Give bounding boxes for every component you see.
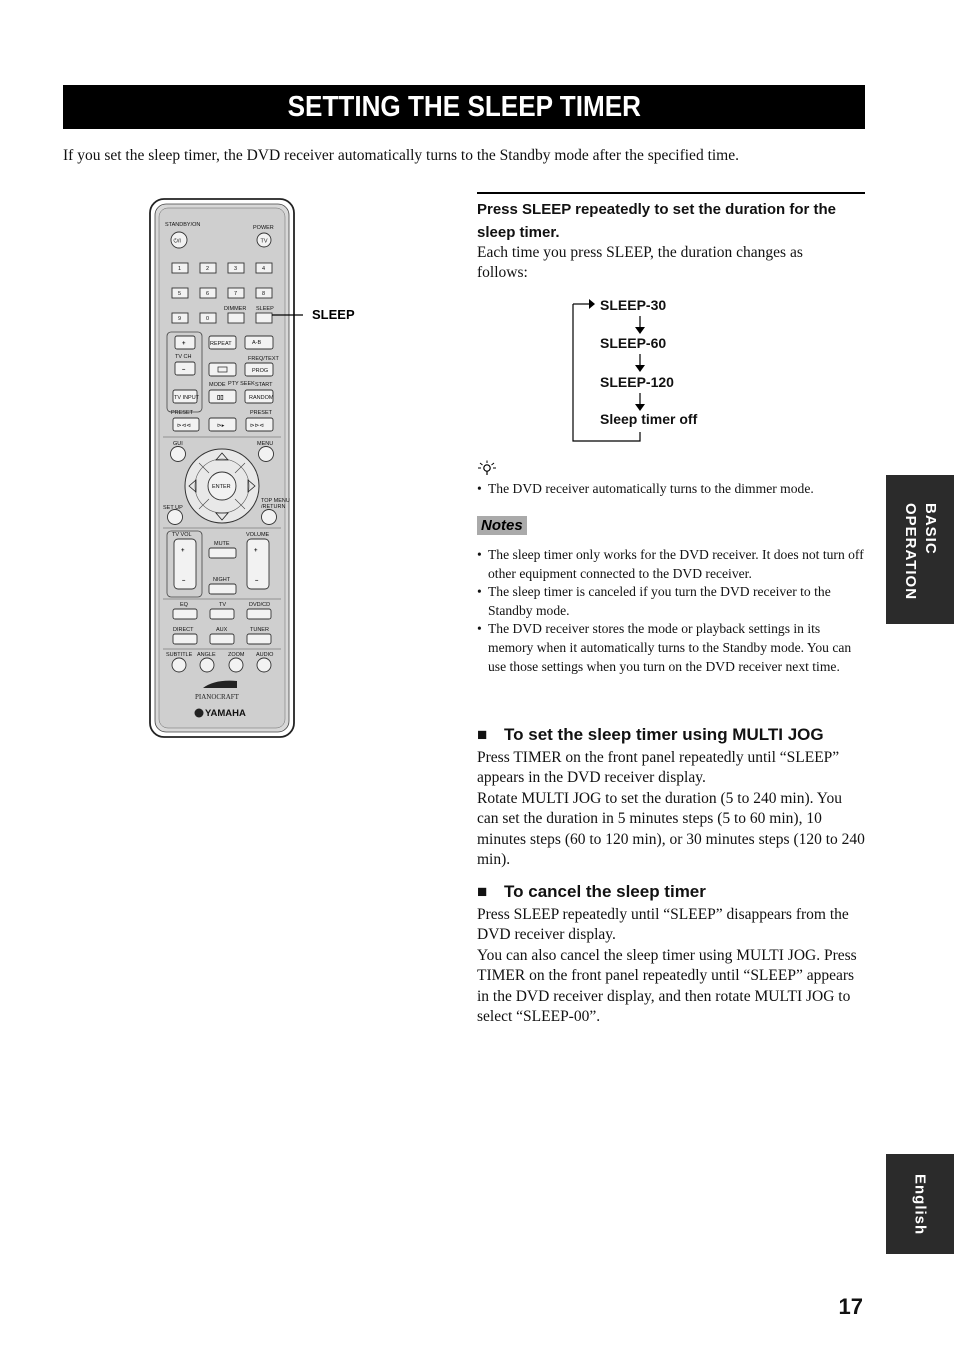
svg-text:DVD/CD: DVD/CD <box>249 602 271 608</box>
svg-text:–: – <box>182 578 186 584</box>
svg-text:⏻/I: ⏻/I <box>173 238 181 245</box>
svg-text:REPEAT: REPEAT <box>210 341 232 347</box>
sleep-button <box>256 313 272 323</box>
menu-button <box>259 447 274 462</box>
svg-text:▯▯: ▯▯ <box>217 395 224 401</box>
dimmer-button <box>228 313 244 323</box>
flow-step-sleep-60: SLEEP-60 <box>600 335 667 351</box>
tip-item: • The DVD receiver automatically turns to the dimmer mode. <box>477 480 867 499</box>
svg-text:RANDOM: RANDOM <box>249 395 274 401</box>
svg-text:PRESET: PRESET <box>171 410 194 416</box>
svg-text:AUDIO: AUDIO <box>256 652 274 658</box>
svg-text:PTY SEEK: PTY SEEK <box>228 381 255 387</box>
svg-text:MUTE: MUTE <box>214 541 230 547</box>
svg-text:MODE: MODE <box>209 382 226 388</box>
step-body: Each time you press SLEEP, the duration changes as follows: <box>477 244 803 282</box>
svg-text:VOLUME: VOLUME <box>246 532 270 538</box>
svg-text:SLEEP: SLEEP <box>256 306 274 312</box>
svg-text:0: 0 <box>206 316 210 322</box>
tip-list <box>477 480 867 499</box>
note-item: • The sleep timer is canceled if you turn the DVD receiver to the Standby mode. <box>477 583 865 620</box>
svg-text:7: 7 <box>234 291 238 297</box>
section2-text: Press SLEEP repeatedly until “SLEEP” disappears from the DVD receiver display. You can also cancel the sleep timer using MULTI JOG. Press TIMER on the front panel repeatedly until “SLEEP” appears in the DVD receiver display, and then rotate MULTI JOG to select “SLEEP-00”. <box>477 906 857 1026</box>
power-label: POWER <box>253 225 274 231</box>
page-title: SETTING THE SLEEP TIMER <box>63 85 865 129</box>
svg-text:DIRECT: DIRECT <box>173 627 194 633</box>
note-item: • The sleep timer only works for the DVD receiver. It does not turn off other equipment connected to the DVD receiver. <box>477 546 865 583</box>
svg-text:ZOOM: ZOOM <box>228 652 245 658</box>
svg-text:5: 5 <box>178 291 182 297</box>
section1-text: Press TIMER on the front panel repeatedly until “SLEEP” appears in the DVD receiver display. Rotate MULTI JOG to set the duration (5 to 240 min). You can set the duration in 5 minutes steps (5 to 60 min), 10 minutes steps (60 to 120 min), or 30 minutes steps (120 to 240 min). <box>477 749 865 869</box>
flow-step-sleep-30: SLEEP-30 <box>600 297 667 313</box>
flow-step-sleep-120: SLEEP-120 <box>600 374 674 390</box>
svg-text:1: 1 <box>178 266 182 272</box>
svg-text:–: – <box>255 578 259 584</box>
night-button <box>209 584 236 594</box>
section-side-tab: BASIC OPERATION <box>886 475 954 624</box>
svg-text:EQ: EQ <box>180 602 188 608</box>
setup-button <box>168 510 183 525</box>
sleep-callout-label: SLEEP <box>312 307 355 322</box>
step-heading: Press SLEEP repeatedly to set the duration for the sleep timer. <box>477 201 836 241</box>
step-rule <box>477 192 865 194</box>
svg-text:TV CH: TV CH <box>175 354 192 360</box>
language-side-tab: English <box>886 1154 954 1254</box>
page-number: 17 <box>838 1294 863 1319</box>
notes-list <box>477 546 865 676</box>
svg-text:PRESET: PRESET <box>250 410 273 416</box>
svg-text:A-B: A-B <box>252 340 262 346</box>
standby-label: STANDBY/ON <box>165 222 201 228</box>
svg-text:6: 6 <box>206 291 210 297</box>
svg-text:SET UP: SET UP <box>163 505 183 511</box>
svg-text:FREQ/TEXT: FREQ/TEXT <box>248 356 279 362</box>
svg-text:4: 4 <box>262 266 266 272</box>
svg-text:NIGHT: NIGHT <box>213 577 231 583</box>
svg-text:DIMMER: DIMMER <box>224 306 247 312</box>
svg-text:9: 9 <box>178 316 182 322</box>
mute-button <box>209 548 236 558</box>
section-heading-cancel: ■ To cancel the sleep timer <box>477 882 706 901</box>
svg-text:TV: TV <box>219 602 227 608</box>
svg-text:+: + <box>254 548 258 554</box>
svg-text:AUX: AUX <box>216 627 228 633</box>
lightbulb-icon <box>477 460 497 476</box>
svg-text:8: 8 <box>262 291 266 297</box>
svg-text:YAMAHA: YAMAHA <box>205 708 246 719</box>
svg-text:⊳⊲⊲: ⊳⊲⊲ <box>177 423 191 429</box>
notes-label: Notes <box>477 516 527 535</box>
section-heading-multi-jog: ■ To set the sleep timer using MULTI JOG <box>477 725 824 744</box>
top-menu-button <box>262 510 277 525</box>
remote-control-illustration <box>145 195 395 740</box>
svg-text:TV VOL: TV VOL <box>172 532 192 538</box>
svg-text:TV: TV <box>260 238 268 245</box>
square-bullet-icon: ■ <box>477 725 488 744</box>
svg-text:/RETURN: /RETURN <box>261 504 286 510</box>
svg-text:PIANOCRAFT: PIANOCRAFT <box>195 693 239 701</box>
svg-text:TUNER: TUNER <box>250 627 269 633</box>
svg-text:⊳⊳⊲: ⊳⊳⊲ <box>250 423 264 429</box>
yamaha-logo-icon <box>195 709 204 718</box>
svg-text:MENU: MENU <box>257 441 274 447</box>
square-bullet-icon: ■ <box>477 882 488 901</box>
svg-text:⊳▸: ⊳▸ <box>217 423 225 429</box>
intro-paragraph: If you set the sleep timer, the DVD receiver automatically turns to the Standby mode after the specified time. <box>63 147 739 164</box>
svg-text:START: START <box>255 382 273 388</box>
svg-text:TV INPUT: TV INPUT <box>174 395 200 401</box>
svg-text:+: + <box>182 341 186 347</box>
svg-text:PROG: PROG <box>252 368 269 374</box>
svg-text:SUBTITLE: SUBTITLE <box>166 652 193 658</box>
svg-text:TOP MENU: TOP MENU <box>261 498 290 504</box>
svg-text:+: + <box>181 548 185 554</box>
svg-text:ENTER: ENTER <box>212 484 231 490</box>
flow-step-off: Sleep timer off <box>600 411 698 427</box>
gui-button <box>171 447 186 462</box>
note-item: • The DVD receiver stores the mode or playback settings in its memory when it automatically turns to the Standby mode. You can use those settings when you turn on the DVD receiver next time. <box>477 620 865 676</box>
svg-text:–: – <box>182 367 186 373</box>
svg-text:ANGLE: ANGLE <box>197 652 216 658</box>
svg-text:3: 3 <box>234 266 238 272</box>
svg-text:GUI: GUI <box>173 441 183 447</box>
svg-text:2: 2 <box>206 266 210 272</box>
